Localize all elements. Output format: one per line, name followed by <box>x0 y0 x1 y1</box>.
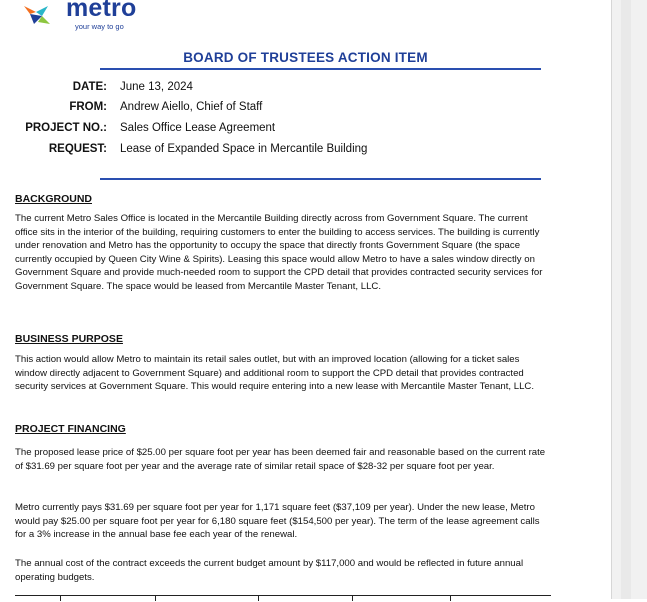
header-divider <box>100 178 541 180</box>
document-title: BOARD OF TRUSTEES ACTION ITEM <box>183 50 428 65</box>
business-purpose-heading: BUSINESS PURPOSE <box>15 333 123 345</box>
table-column-divider <box>155 595 156 601</box>
from-value: Andrew Aiello, Chief of Staff <box>120 101 263 113</box>
date-label: DATE: <box>72 81 107 93</box>
request-label: REQUEST: <box>48 143 107 155</box>
metro-logo-mark-icon <box>20 4 68 26</box>
background-heading: BACKGROUND <box>15 193 92 205</box>
date-value: June 13, 2024 <box>120 81 193 93</box>
vertical-scrollbar[interactable] <box>621 0 631 599</box>
table-column-divider <box>450 595 451 601</box>
project-no-value: Sales Office Lease Agreement <box>120 122 276 134</box>
project-financing-heading: PROJECT FINANCING <box>15 423 126 435</box>
table-column-divider <box>60 595 61 601</box>
from-label: FROM: <box>69 101 107 113</box>
financing-paragraph-3: The annual cost of the contract exceeds the current budget amount by $117,000 and would be reflected in future annual operating budgets. <box>15 558 524 583</box>
financing-paragraph-2: Metro currently pays $31.69 per square foot per year for 1,171 square feet ($37,109 per year). Under the new lease, Metro would pay $25.00 per square foot per year for 6,180 square feet ($154,500 per year). The term of the lease agreement calls for a 3% increase in the annual base fee each year of the renewal. <box>15 502 540 540</box>
financing-paragraph-1: The proposed lease price of $25.00 per square foot per year has been deemed fair and reasonable based on the current rate of $31.69 per square foot per year and the average rate of similar retail space of $28-32 per square foot per year. <box>15 447 546 472</box>
table-column-divider <box>258 595 259 601</box>
project-no-label: PROJECT NO.: <box>25 122 107 134</box>
request-value: Lease of Expanded Space in Mercantile Building <box>120 143 368 155</box>
table-column-divider <box>352 595 353 601</box>
title-divider <box>100 68 541 70</box>
business-purpose-paragraph: This action would allow Metro to maintain its retail sales outlet, but with an improved location (allowing for a ticket sales window directly adjacent to Government Square) and additional room to support the CPD detail that provides contracted security services at Government Square. This would require entering into a new lease with Mercantile Master Tenant, LLC. <box>15 354 535 392</box>
logo-tagline: your way to go <box>75 22 124 31</box>
background-paragraph: The current Metro Sales Office is located in the Mercantile Building directly across from Government Square. The current office sits in the interior of the building, requiring customers to enter the building to access services. The building is currently under renovation and Metro has the opportunity to occupy the space that directly fronts Government Square (the space currently occupied by Queen City Wine & Spirits). Leasing this space would allow Metro to have a sales window directly on Government Square and provide much-needed room to support the CPD detail that provides contracted security services for Government Square. The space would be leased from Mercantile Master Tenant, LLC. <box>15 213 543 292</box>
logo-wordmark: metro <box>66 0 137 22</box>
